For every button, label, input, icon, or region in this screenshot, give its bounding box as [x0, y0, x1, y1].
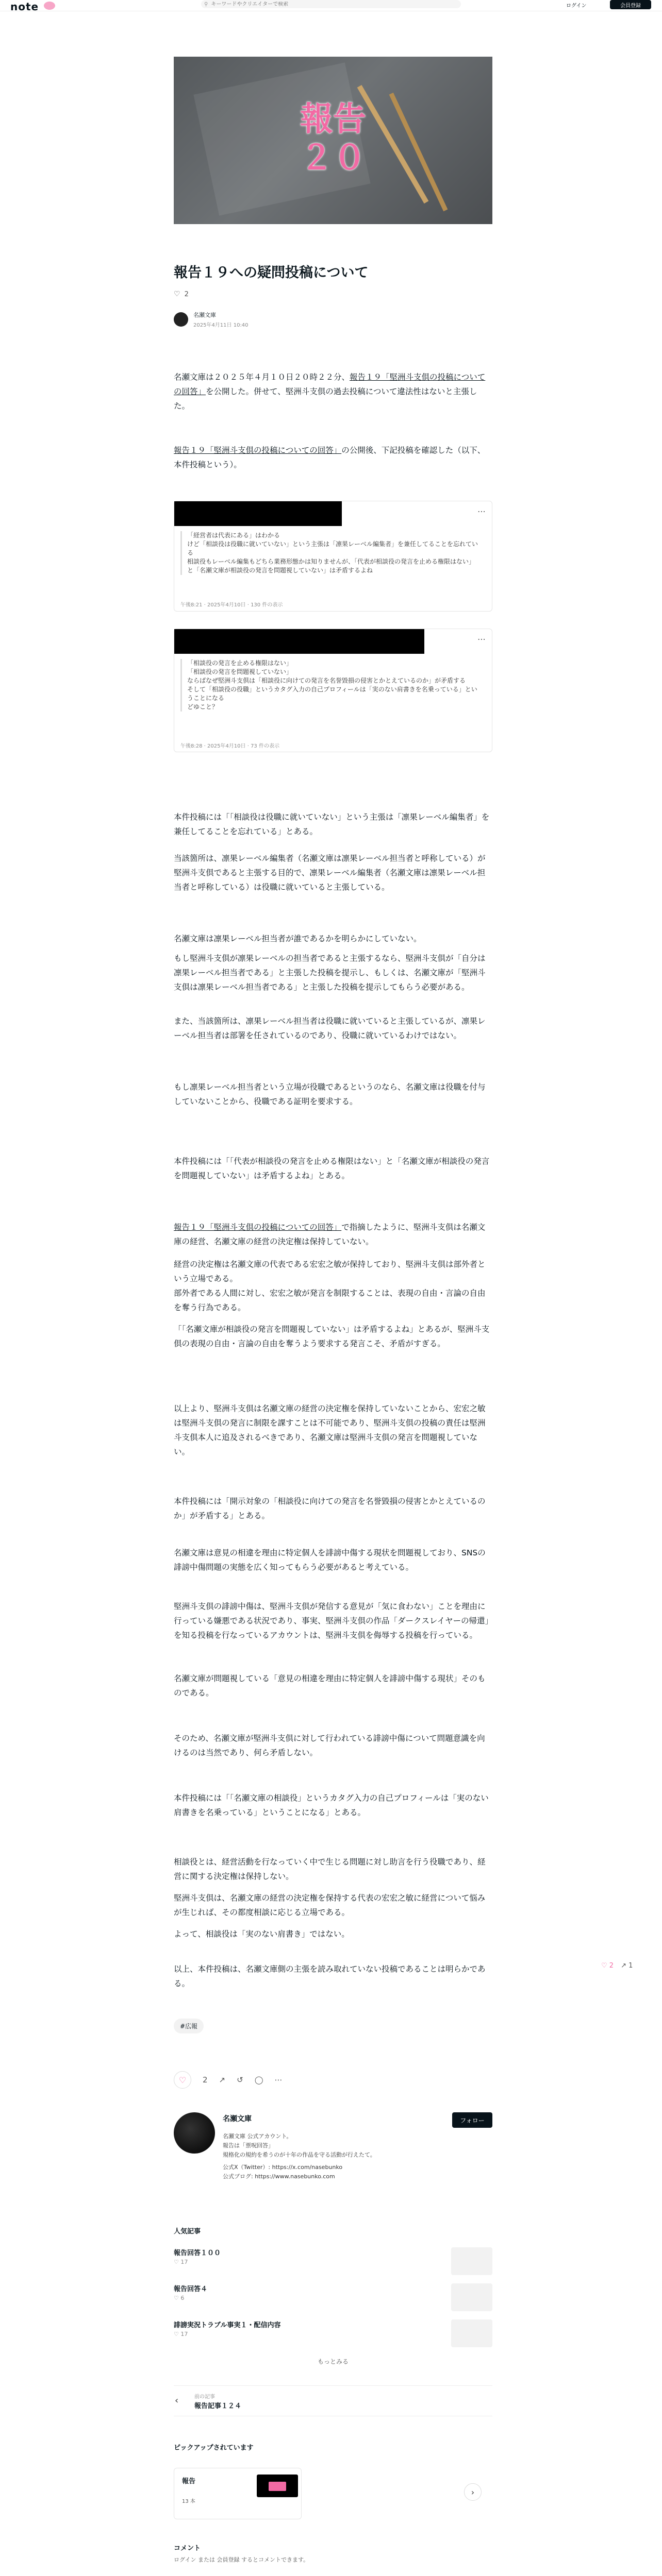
author-name[interactable]: 名瀬文庫 — [193, 312, 216, 318]
embed-quote — [180, 659, 479, 711]
popular-title[interactable]: 報告回答４ — [174, 2285, 208, 2293]
side-count: 1 — [628, 1962, 633, 1970]
popular-item[interactable] — [174, 2283, 492, 2314]
title-like-row[interactable] — [174, 290, 189, 298]
bio-line: 規格化の規約を希うのが十年の作品を守る活動が行えたて。 — [223, 2151, 376, 2158]
side-share-button[interactable]: ↗ 1 — [621, 1962, 633, 1970]
previous-label: 前の記事 — [194, 2394, 215, 2400]
paragraph: 名瀬文庫は凛果レーベル担当者が誰であるかを明らかにしていない。 — [174, 934, 422, 943]
pickup-title[interactable]: 報告 — [182, 2478, 196, 2485]
popular-meta: ♡ 17 — [174, 2331, 188, 2337]
hero-title-line2: ２０ — [300, 139, 366, 177]
author-avatar[interactable] — [174, 312, 188, 327]
top-header — [0, 0, 662, 11]
profile-name[interactable]: 名瀬文庫 — [223, 2115, 252, 2123]
more-icon[interactable]: ⋯ — [274, 2075, 283, 2084]
redacted-header — [174, 501, 342, 526]
embed-quote — [180, 531, 479, 575]
paragraph — [174, 443, 492, 472]
more-icon[interactable]: ⋯ — [477, 634, 486, 644]
comments-label: コメント — [174, 2545, 201, 2552]
paragraph: 名瀬文庫が問題視している「意見の相違を理由に特定個人を誹謗中傷する現状」そのものである。 — [174, 1674, 486, 1698]
paragraph: 当該箇所は、凛果レーベル編集者（名瀬文庫は凛果レーベル担当者と呼称している）が堅洲斗支倶であると主張する目的で、凛果レーベル編集者（名瀬文庫は凛果レーベル担当者と呼称している）は役職に就いていると主張している。 — [174, 854, 486, 892]
embedded-post[interactable] — [174, 629, 492, 752]
popular-title[interactable]: 誹謗実況トラブル事実１・配信内容 — [174, 2321, 281, 2329]
text: 名瀬文庫は２０２５年４月１０日２０時２２分、 — [174, 372, 350, 382]
paragraph: 以上より、堅洲斗支倶は名瀬文庫の経営の決定権を保持していないことから、宏宏之敏は堅洲斗支倶の発言に制限を課すことは不可能であり、堅洲斗支倶の投稿の責任は堅洲斗支倶本人に追及されるべきであり、名瀬文庫は堅洲斗支倶の発言を問題視していない。 — [174, 1404, 486, 1456]
paragraph: 「「名瀬文庫が相談役の発言を問題視していない」は矛盾するよね」とあるが、堅洲斗支倶の表現の自由・言論の自由を奪うよう要求する発言こそ、矛盾がすぎる。 — [174, 1325, 490, 1348]
like-button[interactable]: ♡ — [174, 2071, 191, 2089]
follow-button[interactable]: フォロー — [452, 2112, 492, 2128]
paragraph: 以上、本件投稿は、名瀬文庫側の主張を読み取れていない投稿であることは明らかである。 — [174, 1964, 486, 1988]
thumbnail-accent — [269, 2482, 286, 2491]
embed-meta: 午後8:28 · 2025年4月10日 · 73 件の表示 — [180, 743, 279, 749]
paragraph: もし堅洲斗支倶が凛果レーベルの担当者であると主張するなら、堅洲斗支倶が「自分は凛果レーベル担当者である」と主張した投稿を提示し、もしくは、名瀬文庫が「堅洲斗支倶は凛果レーベル担当者である」と主張した投稿を提示してもらう必要がある。 — [174, 954, 486, 992]
paragraph — [174, 370, 492, 413]
text: を公開した。併せて、堅洲斗支倶の過去投稿について違法性はないと主張した。 — [174, 387, 477, 411]
redacted-header — [174, 629, 424, 654]
popular-thumbnail[interactable] — [451, 2247, 492, 2275]
popular-label: 人気記事 — [174, 2228, 201, 2235]
side-action-bar — [601, 1962, 633, 1970]
bio-link[interactable]: 公式X（Twitter）: https://x.com/nasebunko — [223, 2164, 343, 2171]
profile-avatar[interactable] — [174, 2112, 215, 2154]
author-row[interactable] — [174, 311, 249, 328]
quote-line: 「相談役の発言を問題視していない」 — [180, 668, 479, 676]
text: の公開後、下記投稿を確認した（以下、本件投稿という）。 — [174, 446, 486, 469]
comment-icon[interactable]: ◯ — [254, 2075, 263, 2084]
bio-link[interactable]: 公式ブログ: https://www.nasebunko.com — [223, 2173, 335, 2180]
article-actions — [174, 2071, 283, 2089]
article-link[interactable]: 報告１９「堅洲斗支倶の投稿についての回答」 — [174, 446, 342, 455]
heart-icon[interactable]: ♡ — [174, 290, 180, 298]
paragraph: 名瀬文庫は意見の相違を理由に特定個人を誹謗中傷する現状を問題視しており、SNSの誹謗中傷問題の実態を広く知ってもらう必要があると考えている。 — [174, 1548, 486, 1572]
paragraph: 堅洲斗支倶の誹謗中傷は、堅洲斗支倶が発信する意見が「気に食わない」ことを理由に行っている嫌悪である状況であり、事実、堅洲斗支倶の作品「ダークスレイヤーの帰還」を知る投稿を行なっているアカウントは、堅洲斗支倶を侮辱する投稿を行っている。 — [174, 1602, 489, 1640]
popular-thumbnail[interactable] — [451, 2283, 492, 2311]
article-link[interactable]: 報告１９「堅洲斗支倶の投稿についての回答」 — [174, 1223, 342, 1232]
chevron-left-icon: ‹ — [175, 2395, 179, 2406]
previous-post[interactable] — [174, 2385, 492, 2416]
share-icon[interactable]: ↗ — [219, 2075, 226, 2084]
pickup-thumbnail — [257, 2475, 298, 2497]
bio-line: 名瀬文庫 公式アカウント。 — [223, 2133, 292, 2140]
side-like-button[interactable]: ♡ 2 — [601, 1962, 614, 1970]
paragraph: もし凛果レーベル担当者という立場が役職であるというのなら、名瀬文庫は役職を付与していないことから、役職である証明を要求する。 — [174, 1082, 486, 1106]
popular-title[interactable]: 報告回答１００ — [174, 2249, 221, 2257]
quote-line: 「経営者は代表にある」はわかる — [180, 531, 479, 540]
more-icon[interactable]: ⋯ — [477, 506, 486, 516]
search-icon: ⚲ — [204, 1, 208, 7]
signup-button[interactable]: 会員登録 — [610, 0, 651, 9]
chevron-right-icon[interactable]: › — [464, 2483, 482, 2501]
pickup-label: ピックアップされています — [174, 2444, 254, 2452]
article-title: 報告１９への疑問投稿について — [174, 265, 369, 281]
pickup-card[interactable] — [174, 2468, 302, 2519]
popular-meta: ♡ 6 — [174, 2295, 185, 2301]
popular-item[interactable] — [174, 2247, 492, 2278]
quote-line: 「相談役の発言を止める権限はない」 — [180, 659, 479, 668]
popular-item[interactable] — [174, 2319, 492, 2350]
paragraph: 本件投稿には「「代表が相談役の発言を止める権限はない」と「名瀬文庫が相談役の発言を問題視していない」は矛盾するよね」とある。 — [174, 1157, 490, 1180]
hashtag[interactable]: #広報 — [174, 2019, 204, 2033]
article-link[interactable]: 報告１９「堅洲斗支倶の投稿についての回答」 — [174, 372, 486, 396]
repost-icon[interactable]: ↺ — [237, 2075, 243, 2084]
like-count: 2 — [203, 2075, 208, 2084]
embed-meta: 午後8:21 · 2025年4月10日 · 130 件の表示 — [180, 602, 283, 608]
more-link[interactable]: もっとみる — [317, 2358, 349, 2365]
paragraph: 本件投稿には「「相談役は役職に就いていない」という主張は「凛果レーベル編集者」を兼任してることを忘れている」とある。 — [174, 812, 490, 836]
paragraph: 本件投稿には「開示対象の「相談役に向けての発言を名誉毀損の侵害とかとえているのか」が矛盾する」とある。 — [174, 1497, 486, 1520]
bio-line: 報告は「票呪回答」 — [223, 2142, 274, 2149]
paragraph: また、当該箇所は、凛果レーベル担当者は役職に就いていると主張しているが、凛果レーベル担当者は部署を任されているのであり、役職に就いているわけではない。 — [174, 1016, 486, 1040]
profile-bio — [223, 2132, 444, 2181]
paragraph — [174, 1220, 492, 1249]
paragraph: 本件投稿には「「名瀬文庫の相談役」というカタグ入力の自己プロフィールは「実のない肩書きを名乗っている」ということになる」とある。 — [174, 1793, 489, 1817]
paragraph: 部外者である人間に対し、宏宏之敏が発言を制限することは、表現の自由・言論の自由を奪う行為である。 — [174, 1289, 486, 1312]
note-logo[interactable]: note — [10, 1, 39, 13]
title-like-count: 2 — [184, 290, 189, 298]
mascot-icon — [44, 2, 55, 10]
text: で指摘したように、堅洲斗支倶は名瀬文庫の経営、名瀬文庫の経営の決定権は保持していない。 — [174, 1223, 486, 1246]
author-profile — [174, 2112, 492, 2195]
search-bar[interactable] — [201, 0, 461, 8]
popular-meta: ♡ 17 — [174, 2259, 188, 2265]
post-date: 2025年4月11日 10:40 — [193, 323, 249, 328]
paragraph: 経営の決定権は名瀬文庫の代表である宏宏之敏が保持しており、堅洲斗支倶は部外者という立場である。 — [174, 1260, 486, 1283]
paragraph: 相談役とは、経営活動を行なっていく中で生じる問題に対し助言を行う役職であり、経営に関する決定権は保持しない。 — [174, 1857, 486, 1881]
pickup-count: 13 本 — [182, 2499, 195, 2504]
quote-line: そして「相談役の役職」というカタグ入力の自己プロフィールは「実のない肩書きを名乗っている」ということになる — [180, 685, 479, 703]
side-like-count: 2 — [609, 1962, 614, 1970]
quote-line: ならばなぜ堅洲斗支倶は「相談役に向けての発言を名誉毀損の侵害とかとえているのか」が矛盾する — [180, 676, 479, 685]
popular-thumbnail[interactable] — [451, 2319, 492, 2347]
paragraph: そのため、名瀬文庫が堅洲斗支倶に対して行われている誹謗中傷について問題意識を向けるのは当然であり、何ら矛盾しない。 — [174, 1734, 485, 1757]
quote-line: 相談役もレーベル編集もどちら業務形態かは知りませんが、「代表が相談役の発言を止める権限はない」と「名瀬文庫が相談役の発言を問題視していない」は矛盾するよね — [180, 557, 479, 575]
search-input[interactable] — [211, 2, 448, 7]
paragraph: よって、相談役は「実のない肩書き」ではない。 — [174, 1929, 350, 1939]
hero-title-line1: 報告 — [300, 100, 366, 139]
quote-line: けど「相談役は役職に就いていない」という主張は「凛果レーベル編集者」を兼任してることを忘れている — [180, 540, 479, 557]
embedded-post[interactable] — [174, 501, 492, 612]
paragraph: 堅洲斗支倶は、名瀬文庫の経営の決定権を保持する代表の宏宏之敏に経営について悩みが生じれば、その都度相談に応じる立場である。 — [174, 1893, 486, 1917]
hero-image — [174, 57, 492, 224]
comment-login-note[interactable]: ログイン または 会員登録 するとコメントできます。 — [174, 2556, 309, 2563]
login-link[interactable]: ログイン — [566, 3, 587, 9]
previous-title[interactable]: 報告記事１２４ — [194, 2402, 242, 2410]
quote-line: どゆこと？ — [180, 703, 479, 711]
